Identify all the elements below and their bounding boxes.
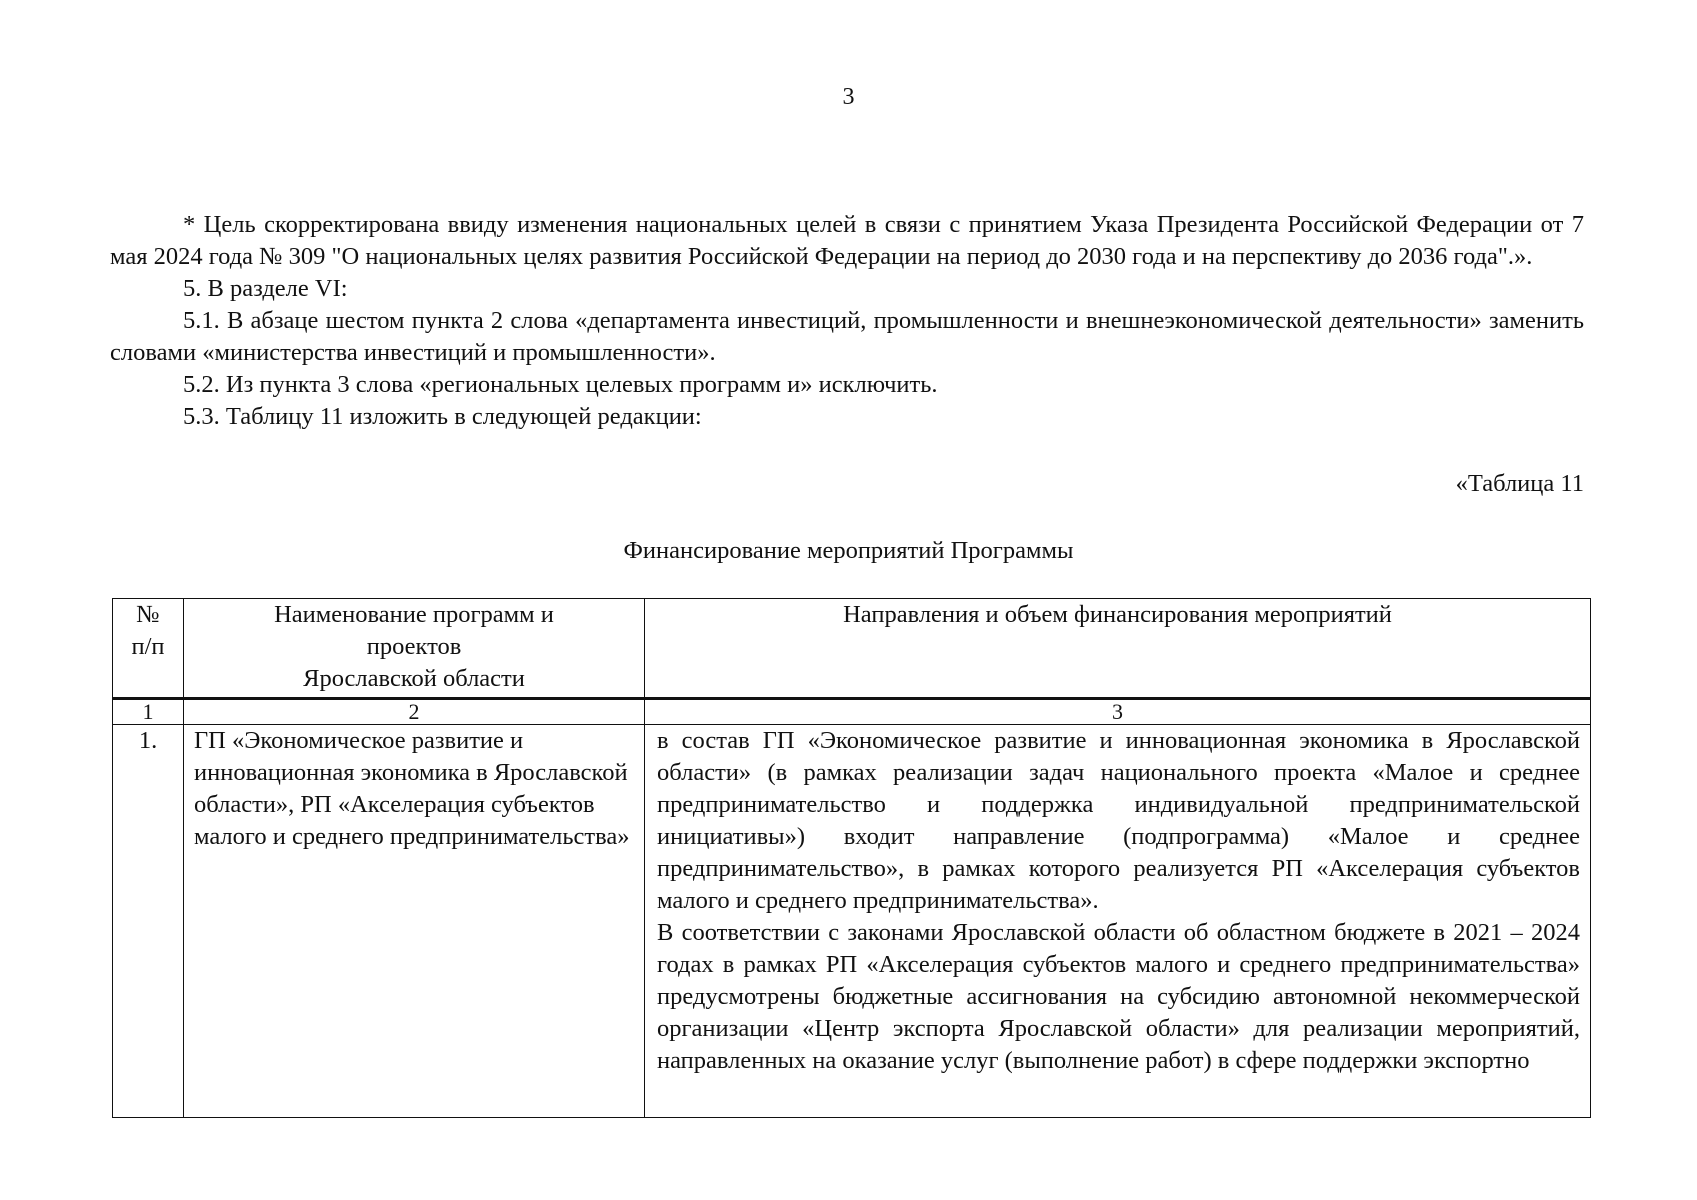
row-description bbox=[645, 725, 1591, 1118]
header-name-cell bbox=[184, 599, 645, 699]
header-number-line: № bbox=[136, 601, 160, 628]
column-number-row bbox=[113, 699, 1591, 725]
clause-5-2: 5.2. Из пункта 3 слова «региональных целевых программ и» исключить. bbox=[183, 371, 938, 398]
header-name-line: Наименование программ и bbox=[274, 601, 554, 628]
header-name-line: проектов bbox=[366, 633, 462, 660]
section-heading: 5. В разделе VI: bbox=[183, 275, 348, 302]
description-paragraph: В соответствии с законами Ярославской области об областном бюджете в 2021 – 2024 годах в рамках РП «Акселерация субъектов малого и среднего предпринимательства» предусмотрены бюджетные ассигнования на субсидию автономной некоммерческой организации «Центр экспорта Ярославской области» для реализации мероприятий, направленных на оказание услуг (выполнение работ) в сфере поддержки экспортно bbox=[657, 919, 1580, 1074]
table-caption: «Таблица 11 bbox=[1455, 470, 1584, 497]
column-number: 1 bbox=[113, 699, 184, 725]
column-number: 3 bbox=[645, 699, 1591, 725]
description-paragraph: в состав ГП «Экономическое развитие и инновационная экономика в Ярославской области» (в рамках реализации задач национального проекта «Малое и среднее предпринимательство и поддержка индивидуальной предпринимательской инициативы») входит направление (подпрограмма) «Малое и среднее предпринимательство», в рамках которого реализуется РП «Акселерация субъектов малого и среднего предпринимательства». bbox=[657, 727, 1580, 914]
table-header-row bbox=[113, 599, 1591, 699]
clause-5-1: 5.1. В абзаце шестом пункта 2 слова «департамента инвестиций, промышленности и внешнеэкономической деятельности» заменить словами «министерства инвестиций и промышленности». bbox=[110, 307, 1584, 366]
table-title: Финансирование мероприятий Программы bbox=[623, 537, 1074, 564]
header-number-cell bbox=[113, 599, 184, 699]
row-number: 1. bbox=[113, 725, 184, 1118]
column-number: 2 bbox=[184, 699, 645, 725]
row-program-name: ГП «Экономическое развитие и инновационная экономика в Ярославской области», РП «Акселерация субъектов малого и среднего предпринимательства» bbox=[184, 725, 645, 1118]
clause-5-3: 5.3. Таблицу 11 изложить в следующей редакции: bbox=[183, 403, 702, 430]
page-number: 3 bbox=[842, 84, 855, 110]
financing-table bbox=[112, 598, 1591, 1118]
header-direction-cell: Направления и объем финансирования мероприятий bbox=[645, 599, 1591, 699]
document-body bbox=[110, 209, 1584, 433]
table-row bbox=[113, 725, 1591, 1118]
footnote-paragraph: * Цель скорректирована ввиду изменения национальных целей в связи с принятием Указа Президента Российской Федерации от 7 мая 2024 года № 309 "О национальных целях развития Российской Федерации на период до 2030 года и на перспективу до 2036 года".». bbox=[110, 211, 1584, 270]
header-name-line: Ярославской области bbox=[303, 665, 525, 692]
header-number-line: п/п bbox=[131, 633, 165, 660]
